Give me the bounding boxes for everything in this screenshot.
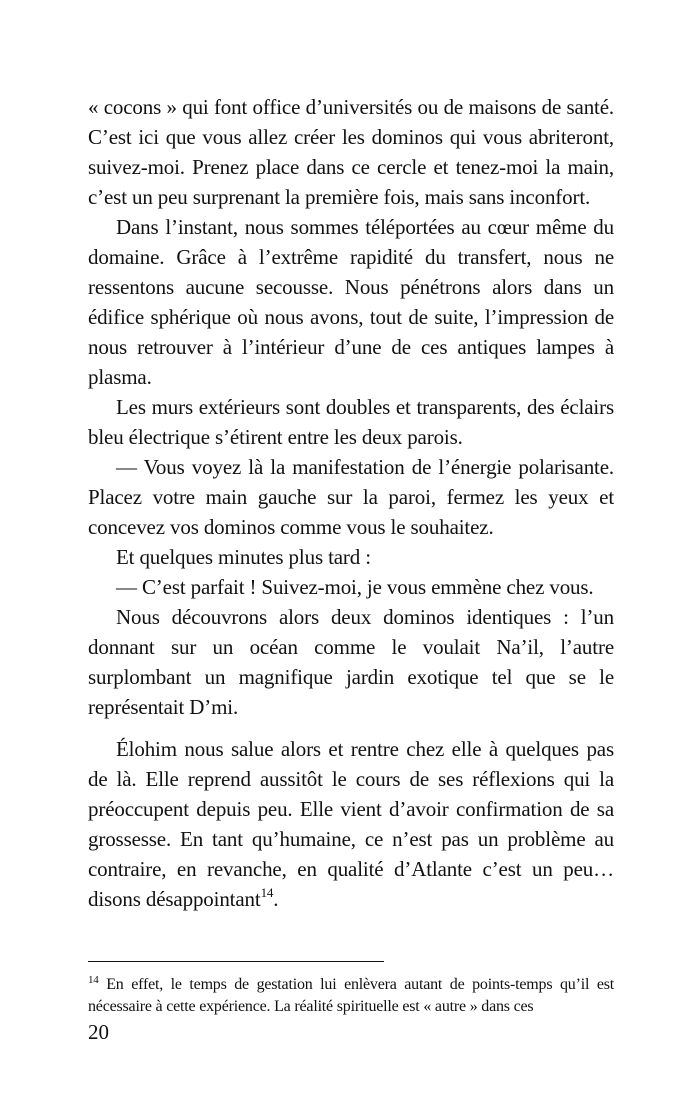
- paragraph-2: Dans l’instant, nous sommes téléportées au cœur même du domaine. Grâce à l’extrême rapidité du transfert, nous ne ressentons aucune secousse. Nous pénétrons alors dans un édifice sphérique où nous avons, tout de suite, l’impression de nous retrouver à l’intérieur d’une de ces antiques lampes à plasma.: [88, 215, 614, 389]
- paragraph-5: Nous découvrons alors deux dominos identiques : l’un donnant sur un océan comme le voulait Na’il, l’autre surplombant un magnifique jardin exotique tel que se le représentait D’mi.: [88, 605, 614, 719]
- paragraph-6: [88, 734, 614, 914]
- paragraph-1: « cocons » qui font office d’universités ou de maisons de santé. C’est ici que vous allez créer les dominos qui vous abriteront, suivez-moi. Prenez place dans ce cercle et tenez-moi la main, c’est un peu surprenant la première fois, mais sans inconfort.: [88, 95, 614, 209]
- footnote-marker: 14: [88, 974, 99, 986]
- page-number: 20: [88, 1020, 109, 1044]
- footnote-reference: 14: [260, 885, 274, 900]
- footnote-text: En effet, le temps de gestation lui enlèvera autant de points-temps qu’il est nécessaire à cette expérience. La réalité spirituelle est « autre » dans ces: [88, 976, 614, 1015]
- paragraph-3: Les murs extérieurs sont doubles et transparents, des éclairs bleu électrique s’étirent entre les deux parois.: [88, 395, 614, 449]
- footnote-separator: [88, 961, 384, 962]
- dialogue-1: — Vous voyez là la manifestation de l’énergie polarisante. Placez votre main gauche sur la paroi, fermez les yeux et concevez vos dominos comme vous le souhaitez.: [88, 455, 614, 539]
- paragraph-4: Et quelques minutes plus tard :: [116, 545, 371, 569]
- paragraph-6-end: .: [273, 887, 279, 911]
- page-body: [88, 92, 614, 914]
- dialogue-2: — C’est parfait ! Suivez-moi, je vous emmène chez vous.: [116, 575, 594, 599]
- footnote: [88, 974, 614, 1018]
- paragraph-6-text: Élohim nous salue alors et rentre chez elle à quelques pas de là. Elle reprend aussitôt le cours de ses réflexions qui la préoccupent depuis peu. Elle vient d’avoir confirmation de sa grossesse. En tant qu’humaine, ce n’est pas un problème au contraire, en revanche, en qualité d’Atlante c’est un peu… disons désappointant: [88, 737, 614, 911]
